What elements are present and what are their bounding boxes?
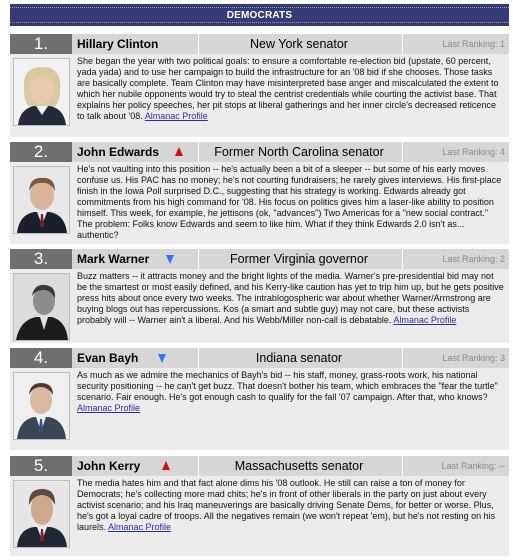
mark-warner-portrait-icon [13, 273, 70, 341]
almanac-profile-link[interactable]: Almanac Profile [144, 111, 208, 121]
candidate-name: Evan Bayh [77, 351, 139, 365]
header-divider [402, 348, 403, 368]
header-divider [402, 34, 403, 54]
blurb-text: The media hates him and that fact alone dims his '08 outlook. He still can raise a ton of money for Democrats; he's collecting more mad chits; he's in front of other liberals in the party on just about every activist scenario; and his Iraq maneuverings are basically driving Senate Dems, for better or worse. Plus, he's got a loyal cadre of troops. All the negatives remain (we won't repeat 'em), but he's not resting on his laurels. [77, 478, 496, 532]
trend-down-arrow-icon [166, 255, 174, 264]
rank-number: 4. [10, 348, 72, 368]
trend-down-arrow-icon [158, 354, 166, 363]
last-ranking: Last Ranking: 4 [442, 147, 505, 157]
rank-number: 3. [10, 249, 72, 269]
john-edwards-portrait-icon [13, 166, 70, 234]
candidate-blurb [77, 271, 505, 326]
entry-header [10, 348, 509, 368]
candidate-name: Hillary Clinton [77, 37, 159, 51]
evan-bayh-portrait-icon [13, 372, 70, 440]
candidate-office: New York senator [250, 37, 348, 51]
section-banner: DEMOCRATS [10, 4, 509, 26]
candidate-office: Massachusetts senator [234, 459, 364, 473]
candidate-entry [10, 456, 509, 556]
trend-up-arrow-icon [175, 147, 183, 156]
rank-number: 1. [10, 34, 72, 54]
candidate-blurb [77, 164, 505, 241]
candidate-blurb [77, 478, 505, 533]
last-ranking: Last Ranking: 3 [442, 353, 505, 363]
blurb-text: As much as we admire the mechanics of Bayh's bid -- his staff, money, grass-roots work, his national security positioning -- he can't get buzz. That doesn't bother his team, which embraces the "fear the turtle" scenario. Fair enough. He's got enough cash to qualify for the fall '07 campaign. After that, who knows? [77, 370, 498, 402]
candidate-office: Former North Carolina senator [214, 145, 384, 159]
candidate-office: Indiana senator [255, 351, 343, 365]
last-ranking: Last Ranking: -- [441, 461, 505, 471]
almanac-profile-link[interactable]: Almanac Profile [108, 522, 172, 532]
candidate-blurb [77, 56, 505, 122]
hillary-clinton-portrait-icon [13, 58, 70, 126]
candidate-office: Former Virginia governor [229, 252, 369, 266]
last-ranking: Last Ranking: 1 [442, 39, 505, 49]
candidate-name: John Edwards [77, 145, 160, 159]
trend-up-arrow-icon [162, 461, 170, 470]
candidate-name: John Kerry [77, 459, 141, 473]
candidate-entry [10, 348, 509, 450]
entry-header [10, 249, 509, 269]
entry-header [10, 34, 509, 54]
header-divider [402, 249, 403, 269]
candidate-name: Mark Warner [77, 252, 150, 266]
last-ranking: Last Ranking: 2 [442, 254, 505, 264]
header-divider [402, 142, 403, 162]
header-divider [402, 456, 403, 476]
blurb-text: She began the year with two political goals: to ensure a comfortable re-election bid (upstate, 60 percent, yada yada) and to use her campaign to build the infrastructure for an '08 bid if she chooses. Those tasks are basically complete. Team Clinton may have misinterpreted base anger and miscalculated the extent to which her nubile opponents would try to steal the centrist credentials while courting the activist base. That explains her policy speeches, her pit stops at liberal gatherings and her inner circle's decreased reticence to talk about '08. [77, 56, 499, 121]
candidate-blurb [77, 370, 505, 414]
almanac-profile-link[interactable]: Almanac Profile [393, 315, 457, 325]
rank-number: 2. [10, 142, 72, 162]
candidate-entry [10, 142, 509, 244]
rank-number: 5. [10, 456, 72, 476]
candidate-entry [10, 34, 509, 137]
john-kerry-portrait-icon [13, 480, 70, 548]
candidate-entry [10, 249, 509, 343]
almanac-profile-link[interactable]: Almanac Profile [77, 403, 141, 413]
blurb-text: Buzz matters -- it attracts money and the bright lights of the media. Warner's pre-presidential bid may not be the smartest or most easily defined, and his Kerry-like caution has yet to trip him up, but he gets positive press hits about once every two weeks. The intrablogospheric war about whether Warner/Armstrong are buying blogs out has repercussions. Kos (a smart and subtle guy) may not care, but these activists probably will -- Warner ain't a liberal. And his Webb/Miller non-call is debatable. [77, 271, 504, 325]
entry-header [10, 142, 509, 162]
blurb-text: He's not vaulting into this position -- he's actually been a bit of a sleeper -- but some of his early moves confuse us. His PAC has no money; he's not courting fundraisers; he rarely gives interviews. His first-place finish in the Iowa Poll surprised D.C., suggesting that his strategy is working. Edwards already got commitments from his high command for '08. His focus on politics gives him a laser-like ability to position himself. This week, for example, he jettisons (ok, "advances") Two Americas for a "new social contract." The problem: Folks know Edwards and seem to like him. What if they think Edwards 2.0 isn't as... authentic? [77, 164, 502, 240]
entry-header [10, 456, 509, 476]
